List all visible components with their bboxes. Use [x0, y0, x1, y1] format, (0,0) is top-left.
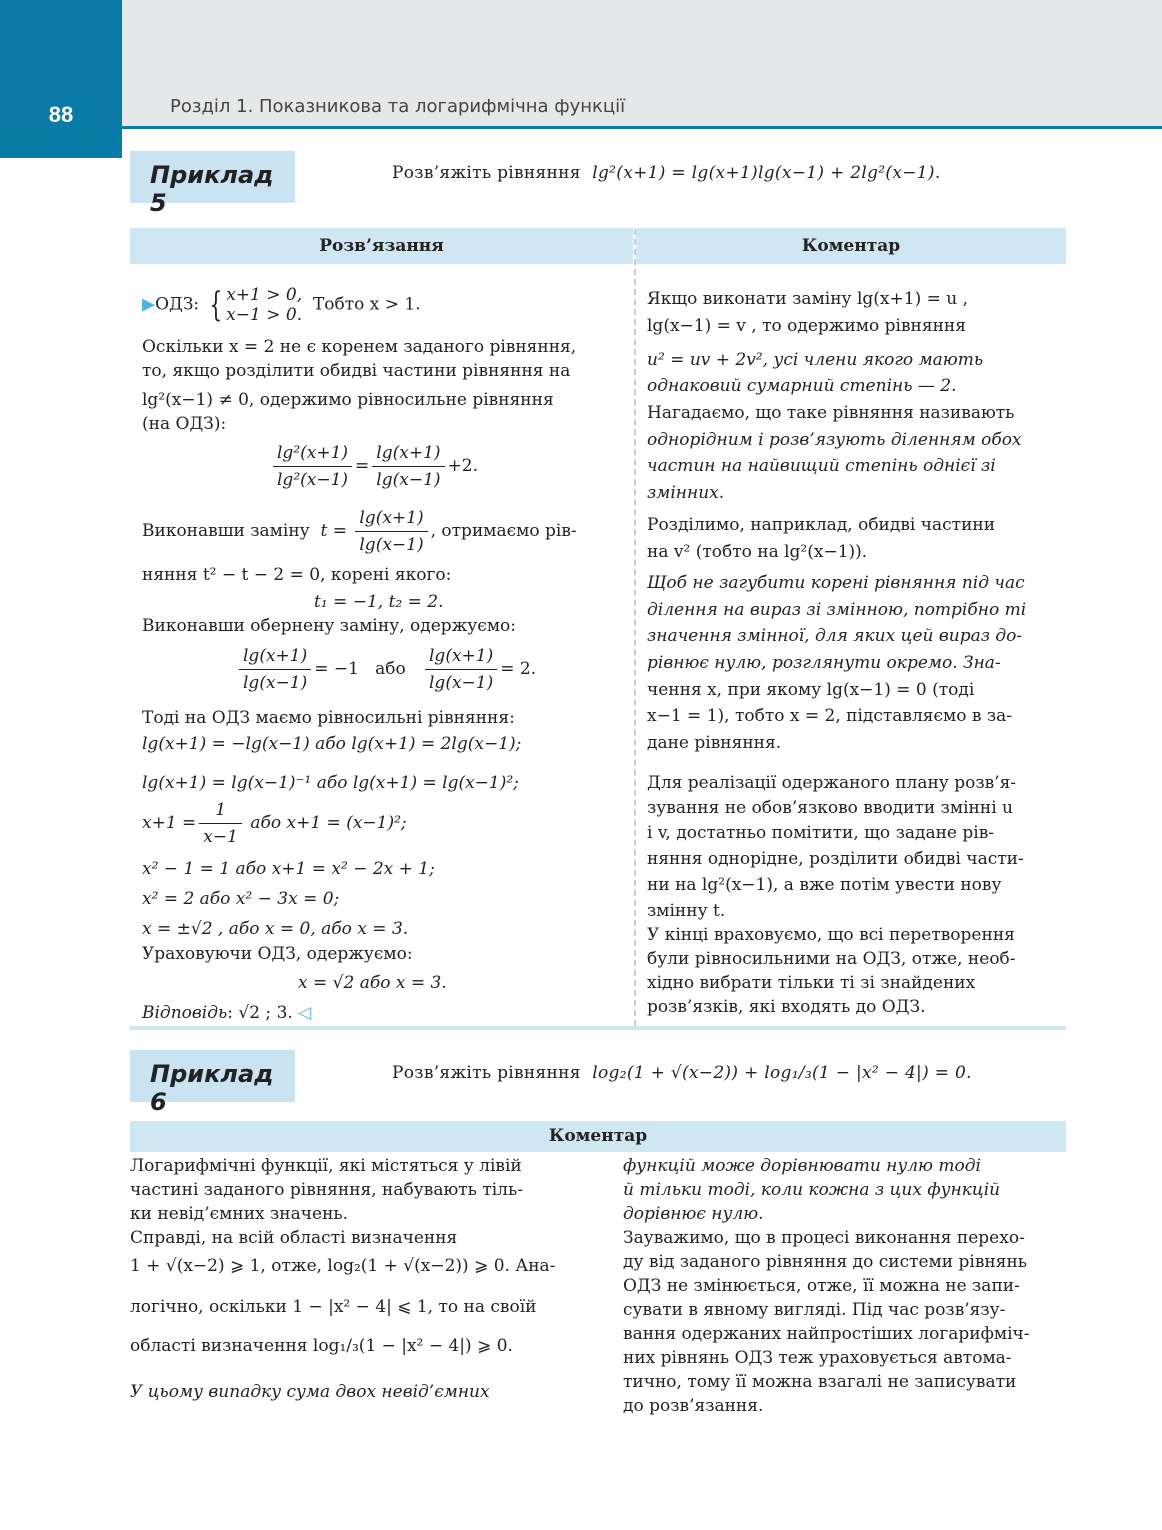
text: = −1	[314, 659, 359, 679]
denominator: lg(x−1)	[243, 673, 308, 693]
fraction	[355, 505, 427, 558]
table-bottom-rule	[130, 1026, 1066, 1030]
page-number: 88	[48, 102, 74, 127]
sol-line: x² − 1 = 1 або x+1 = x² − 2x + 1;	[142, 859, 435, 879]
example5-task-prefix: Розв’яжіть рівняння	[392, 163, 581, 183]
numerator: lg²(x+1)	[273, 440, 352, 467]
sol-line: lg(x+1) = −lg(x−1) або lg(x+1) = 2lg(x−1);	[142, 734, 522, 754]
fraction	[372, 440, 444, 493]
example6-left-line: 1 + √(x−2) ⩾ 1, отже, log₂(1 + √(x−2)) ⩾ 0. Ана-	[130, 1256, 556, 1276]
comment-line: змінних.	[647, 483, 725, 503]
comment-line: ни на lg²(x−1), а вже потім увести нову	[647, 875, 1002, 895]
denominator: x−1	[203, 827, 238, 847]
sol-line: то, якщо розділити обидві частини рівняння на	[142, 361, 571, 381]
example6-right-line: тично, тому її можна взагалі не записувати	[623, 1372, 1017, 1392]
comment-line: Розділимо, наприклад, обидві частини	[647, 515, 996, 535]
example6-left-line: частині заданого рівняння, набувають тіль-	[130, 1180, 523, 1200]
example6-right-line: дорівнює нулю.	[623, 1204, 764, 1224]
sol-line: Ураховуючи ОДЗ, одержуємо:	[142, 944, 413, 964]
comment-line: u² = uv + 2v², усі члени якого мають	[647, 350, 984, 370]
text: або	[375, 659, 406, 679]
comment-line: зування не обов’язково вводити змінні u	[647, 798, 1014, 818]
comment-line: няння однорідне, розділити обидві части-	[647, 849, 1024, 869]
sol-result: x = √2 або x = 3.	[298, 973, 447, 993]
comment-line: рівнює нулю, розглянути окремо. Зна-	[647, 653, 1001, 673]
example6-right-line: функцій може дорівнювати нулю тоді	[623, 1156, 981, 1176]
numerator: lg(x+1)	[372, 440, 444, 467]
example6-left-line: У цьому випадку сума двох невід’ємних	[130, 1382, 490, 1402]
answer-value: : √2 ; 3.	[227, 1003, 293, 1023]
example5-label-box	[130, 151, 295, 217]
comment-line: lg(x−1) = v , то одержимо рівняння	[647, 316, 966, 336]
comment-line: однорідним і розв’язують діленням обох	[647, 430, 1022, 450]
comment-line: хідно вибрати тільки ті зі знайдених	[647, 973, 976, 993]
example6-label: Приклад 6	[150, 1060, 274, 1116]
example6-right-line: й тільки тоді, коли кожна з цих функцій	[623, 1180, 1001, 1200]
comment-line: і v, достатньо помітити, що задане рів-	[647, 823, 995, 843]
denominator: lg(x−1)	[359, 535, 424, 555]
comment-line: дане рівняння.	[647, 733, 782, 753]
equation-2	[236, 643, 536, 696]
text: , отримаємо рів-	[430, 521, 577, 541]
example6-right-line: них рівнянь ОДЗ теж ураховується автома-	[623, 1348, 1012, 1368]
example6-right-line: вання одержаних найпростіших логарифміч-	[623, 1324, 1030, 1344]
odz-result: Тобто x > 1.	[312, 294, 421, 315]
substitution-line	[142, 505, 577, 558]
comment-header: Коментар	[636, 228, 1066, 264]
numerator: 1	[199, 797, 242, 824]
fraction	[425, 643, 497, 696]
sol-line: lg(x+1) = lg(x−1)⁻¹ або lg(x+1) = lg(x−1)²;	[142, 773, 519, 793]
text: = 2.	[500, 659, 537, 679]
comment-line: змінну t.	[647, 901, 726, 921]
odz-system	[226, 285, 302, 325]
example5-label: Приклад 5	[150, 161, 274, 217]
answer-line	[142, 1000, 311, 1026]
text: Виконавши заміну	[142, 521, 310, 541]
odz-block	[142, 285, 421, 325]
chapter-title: Розділ 1. Показникова та логарифмічна функції	[170, 96, 626, 117]
example6-left-line: логічно, оскільки 1 − |x² − 4| ⩽ 1, то на своїй	[130, 1297, 537, 1317]
example6-task-prefix: Розв’яжіть рівняння	[392, 1063, 581, 1083]
example6-comment-header: Коментар	[130, 1121, 1066, 1152]
odz-label: ОДЗ:	[155, 294, 200, 315]
start-triangle-icon: ▶	[142, 294, 156, 315]
numerator: lg(x+1)	[425, 643, 497, 670]
comment-line: однаковий сумарний степінь — 2.	[647, 376, 957, 396]
example6-right-line: сувати в явному вигляді. Під час розв’язу-	[623, 1300, 1006, 1320]
example6-left-line: ки невід’ємних значень.	[130, 1204, 349, 1224]
example6-task	[392, 1063, 972, 1083]
example6-left-line: області визначення log₁/₃(1 − |x² − 4|) ⩾ 0.	[130, 1336, 513, 1356]
comment-line: ділення на вираз зі змінною, потрібно ті	[647, 600, 1027, 620]
comment-line: Для реалізації одержаного плану розв’я-	[647, 773, 1017, 793]
odz-cond-2: x−1 > 0.	[226, 305, 303, 325]
comment-line: чення x, при якому lg(x−1) = 0 (тоді	[647, 680, 975, 700]
equation-tail: +2.	[447, 456, 478, 476]
numerator: lg(x+1)	[355, 505, 427, 532]
example5-task-formula: lg²(x+1) = lg(x+1)lg(x−1) + 2lg²(x−1).	[592, 163, 941, 183]
comment-line: розв’язків, які входять до ОДЗ.	[647, 997, 926, 1017]
fraction	[273, 440, 352, 493]
solution-header: Розв’язання	[130, 228, 633, 264]
example6-label-box	[130, 1050, 295, 1116]
denominator: lg²(x−1)	[277, 470, 349, 490]
odz-cond-1: x+1 > 0,	[226, 285, 303, 305]
denominator: lg(x−1)	[429, 673, 494, 693]
sol-line: lg²(x−1) ≠ 0, одержимо рівносильне рівняння	[142, 390, 554, 410]
end-marker-icon: ◁	[298, 1003, 312, 1023]
comment-line: на v² (тобто на lg²(x−1)).	[647, 542, 868, 562]
comment-line: Нагадаємо, що таке рівняння називають	[647, 403, 1015, 423]
sol-line: Оскільки x = 2 не є коренем заданого рівняння,	[142, 337, 577, 357]
equation-1: $\frac{\text{lg²(x+1)}}{\text{lg²(x−1)}}$ = $\frac{\lg(x+1)}{\lg(x-1)}$ +2.	[270, 440, 478, 493]
text: x+1 =	[142, 813, 197, 833]
sol-line: няння t² − t − 2 = 0, корені якого:	[142, 565, 452, 585]
sol-line: Виконавши обернену заміну, одержуємо:	[142, 616, 516, 636]
comment-line: Якщо виконати заміну lg(x+1) = u ,	[647, 289, 969, 309]
comment-line: частин на найвищий степінь однієї зі	[647, 456, 996, 476]
example6-left-line: Справді, на всій області визначення	[130, 1228, 458, 1248]
denominator: lg(x−1)	[376, 470, 441, 490]
example6-left-line: Логарифмічні функції, які містяться у лівій	[130, 1156, 522, 1176]
numerator: lg(x+1)	[239, 643, 311, 670]
fraction	[239, 643, 311, 696]
sol-fraction-line	[142, 797, 407, 850]
comment-line: У кінці враховуємо, що всі перетворення	[647, 925, 1015, 945]
example6-right-line: ду від заданого рівняння до системи рівнянь	[623, 1252, 1028, 1272]
system-brace: {	[208, 285, 222, 325]
example5-task	[392, 163, 941, 183]
roots-line: t₁ = −1, t₂ = 2.	[314, 592, 444, 612]
header-rule	[122, 126, 1162, 129]
example6-right-line: Зауважимо, що в процесі виконання перехо-	[623, 1228, 1025, 1248]
page-number-tab	[0, 0, 122, 158]
sol-line: x = ±√2 , або x = 0, або x = 3.	[142, 919, 409, 939]
text: t =	[320, 521, 347, 541]
comment-line: Щоб не загубити корені рівняння під час	[647, 573, 1025, 593]
fraction	[199, 797, 242, 850]
example6-task-formula: log₂(1 + √(x−2)) + log₁/₃(1 − |x² − 4|) = 0.	[592, 1063, 972, 1083]
sol-line: x² = 2 або x² − 3x = 0;	[142, 889, 340, 909]
comment-line: x−1 = 1), тобто x = 2, підставляємо в за-	[647, 706, 1013, 726]
text: або x+1 = (x−1)²;	[244, 813, 407, 833]
comment-line: були рівносильними на ОДЗ, отже, необ-	[647, 949, 1016, 969]
answer-label: Відповідь	[142, 1003, 228, 1023]
example6-right-line: до розв’язання.	[623, 1396, 764, 1416]
comment-line: значення змінної, для яких цей вираз до-	[647, 626, 1023, 646]
sol-line: (на ОДЗ):	[142, 414, 227, 434]
example6-right-line: ОДЗ не змінюється, отже, її можна не запи-	[623, 1276, 1020, 1296]
column-divider	[634, 229, 636, 1026]
sol-line: Тоді на ОДЗ маємо рівносильні рівняння:	[142, 708, 515, 728]
